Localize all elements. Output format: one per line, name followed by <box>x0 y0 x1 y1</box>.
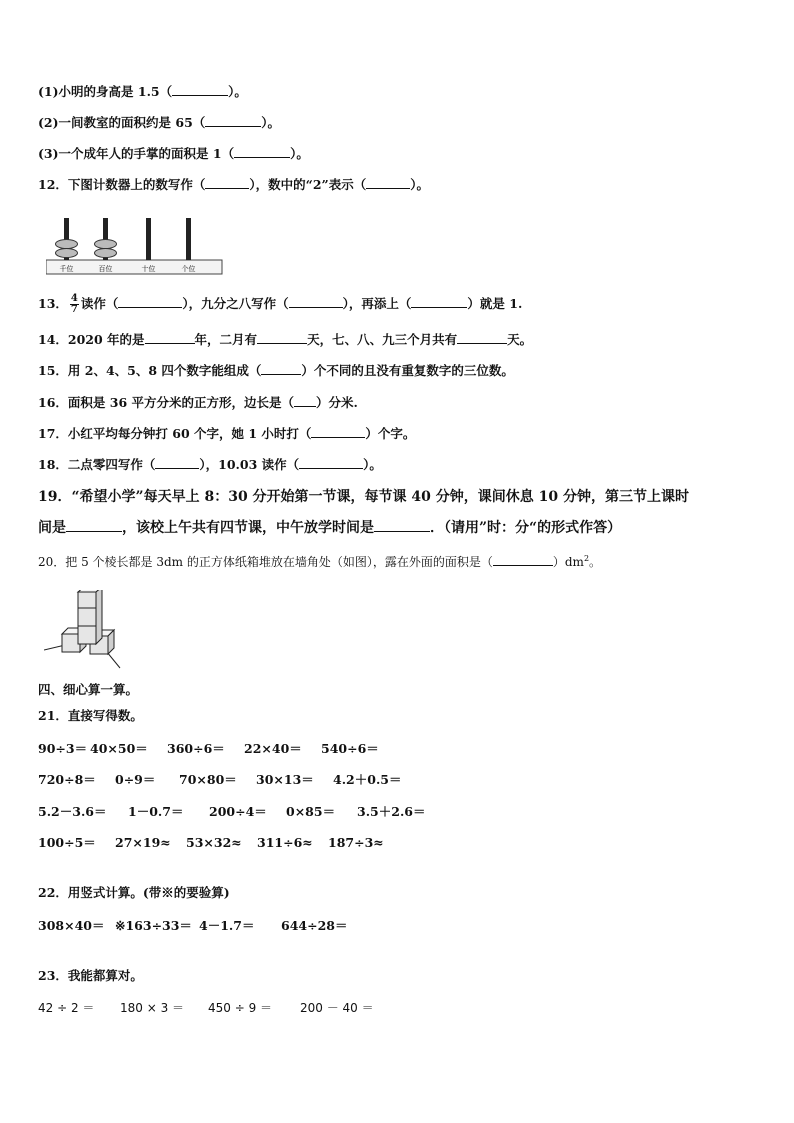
q14-text-a: 14．2020 年的是 <box>38 332 145 347</box>
question-23-title: 23．我能都算对。 <box>38 968 143 983</box>
q18-text-b: ），10.03 读作（ <box>199 457 300 472</box>
answer-blank[interactable] <box>374 519 430 532</box>
calc-item: 27×19≈ <box>115 835 171 850</box>
calc-item: 42 ÷ 2 ＝ <box>38 1001 95 1015</box>
abacus-bead <box>95 249 117 258</box>
q13-number: 13． <box>38 296 68 311</box>
fraction-denominator: 7 <box>70 304 78 315</box>
calc-item: 180 × 3 ＝ <box>120 1001 185 1015</box>
answer-blank[interactable] <box>411 295 467 308</box>
q13-text-c: ），再添上（ <box>342 296 412 311</box>
q11-item3-text: (3)一个成年人的手掌的面积是 1（ <box>38 146 235 161</box>
abacus-rod-ones <box>186 218 191 260</box>
calc-item: 200÷4＝ <box>209 804 267 819</box>
cube-face <box>78 608 96 626</box>
question-17 <box>38 425 415 443</box>
calc-item: 360÷6＝ <box>167 741 225 756</box>
stacked-cubes-figure <box>44 590 124 672</box>
answer-blank[interactable] <box>366 176 410 189</box>
q11-item3 <box>38 145 309 163</box>
question-14 <box>38 331 532 349</box>
q19-text-b: ，该校上午共有四节课，中午放学时间是 <box>122 520 374 536</box>
calc-item: 100÷5＝ <box>38 835 96 850</box>
vertical-calc-row <box>38 916 361 934</box>
calc-item: 720÷8＝ <box>38 772 96 787</box>
answer-blank[interactable] <box>234 145 290 158</box>
answer-blank[interactable] <box>493 553 553 566</box>
calc-item: 187÷3≈ <box>328 835 384 850</box>
q11-item1-text: (1)小明的身高是 1.5（ <box>38 84 173 99</box>
abacus-rod-tens <box>146 218 151 260</box>
q16-text-a: 16．面积是 36 平方分米的正方形，边长是（ <box>38 395 294 410</box>
answer-blank[interactable] <box>205 114 261 127</box>
answer-blank[interactable] <box>66 519 122 532</box>
q11-item1 <box>38 83 247 101</box>
calc-item: 4－1.7＝ <box>199 918 255 933</box>
answer-blank[interactable] <box>172 83 228 96</box>
cube-face <box>62 634 80 652</box>
answer-blank[interactable] <box>457 331 507 344</box>
fraction <box>70 294 79 315</box>
q13-text-a: 读作（ <box>80 296 119 311</box>
calc-row <box>38 739 411 757</box>
answer-blank[interactable] <box>294 394 316 407</box>
calc-item: 3.5＋2.6＝ <box>357 804 426 819</box>
cube-face <box>78 626 96 644</box>
answer-blank[interactable] <box>289 295 343 308</box>
q11-item1-end: ）。 <box>228 84 247 99</box>
q20-text-a: 20．把 5 个棱长都是 3dm 的正方体纸箱堆放在墙角处（如图），露在外面的面积是（ <box>38 555 493 569</box>
calc-item: 90÷3＝ <box>38 741 88 756</box>
q12-text-c: ）。 <box>410 177 429 192</box>
calc-item: 0÷9＝ <box>115 772 156 787</box>
fraction-numerator: 4 <box>70 293 78 304</box>
calc-item: 5.2－3.6＝ <box>38 804 107 819</box>
section-4-title: 四、细心算一算。 <box>38 682 139 697</box>
abacus-bead <box>95 240 117 249</box>
question-19-line1: 19．“希望小学”每天早上 8：30 分开始第一节课，每节课 40 分钟，课间休息 10 分钟，第三节上课时 <box>38 489 690 505</box>
calc-item: 40×50＝ <box>90 741 148 756</box>
q15-text-a: 15．用 2、4、5、8 四个数字能组成（ <box>38 363 262 378</box>
answer-blank[interactable] <box>145 331 195 344</box>
calc-item: 70×80＝ <box>179 772 237 787</box>
calc-row <box>38 802 447 820</box>
answer-blank[interactable] <box>261 362 301 375</box>
calc-item: 22×40＝ <box>244 741 302 756</box>
q11-item2-text: (2)一间教室的面积约是 65（ <box>38 115 206 130</box>
calc-item: 200 － 40 ＝ <box>300 1001 374 1015</box>
q11-item2-end: ）。 <box>261 115 281 130</box>
q15-text-b: ）个不同的且没有重复数字的三位数。 <box>301 363 514 378</box>
question-13 <box>38 294 522 315</box>
question-16 <box>38 394 358 412</box>
calc-item: 644÷28＝ <box>281 918 348 933</box>
q18-text-a: 18．二点零四写作（ <box>38 457 156 472</box>
question-12 <box>38 176 429 194</box>
q19-text-a: 间是 <box>38 520 66 536</box>
calc-item: 4.2＋0.5＝ <box>333 772 402 787</box>
q20-text-c: 。 <box>589 555 602 569</box>
calc-item: 311÷6≈ <box>257 835 313 850</box>
q18-text-c: ）。 <box>363 457 382 472</box>
q11-item2 <box>38 114 280 132</box>
abacus-label-ones: 个位 <box>181 265 196 273</box>
calc-item: 540÷6＝ <box>321 741 379 756</box>
calc-item: 30×13＝ <box>256 772 314 787</box>
calc-row <box>38 833 398 851</box>
question-20 <box>38 550 601 571</box>
q12-text-b: ），数中的“2”表示（ <box>249 177 367 192</box>
question-21-title: 21．直接写得数。 <box>38 708 143 723</box>
q20-text-b: ）dm <box>552 555 584 569</box>
answer-blank[interactable] <box>311 425 365 438</box>
question-18 <box>38 456 382 474</box>
q13-text-b: ），九分之八写作（ <box>182 296 289 311</box>
q13-text-d: ）就是 1. <box>467 296 523 311</box>
calc-item: 450 ÷ 9 ＝ <box>208 1001 273 1015</box>
q17-text-a: 17．小红平均每分钟打 60 个字，她 1 小时打（ <box>38 426 312 441</box>
q16-text-b: ）分米. <box>316 395 358 410</box>
question-22-title: 22．用竖式计算。(带※的要验算) <box>38 885 230 900</box>
calc-row <box>38 999 380 1016</box>
q20-superscript: 2 <box>583 554 590 563</box>
answer-blank[interactable] <box>155 456 199 469</box>
q12-text-a: 12．下图计数器上的数写作（ <box>38 177 206 192</box>
answer-blank[interactable] <box>205 176 249 189</box>
calc-item: 0×85＝ <box>286 804 336 819</box>
q17-text-b: ）个字。 <box>365 426 416 441</box>
answer-blank[interactable] <box>257 331 307 344</box>
abacus-label-thousands: 千位 <box>59 265 74 273</box>
cube-face <box>96 590 102 644</box>
abacus-bead <box>56 249 78 258</box>
calc-item: ※163÷33＝ <box>115 918 192 933</box>
abacus-figure <box>46 214 226 278</box>
abacus-label-hundreds: 百位 <box>98 265 113 273</box>
abacus-bead <box>56 240 78 249</box>
calc-item: 53×32≈ <box>186 835 242 850</box>
q14-text-d: 天。 <box>507 332 533 347</box>
question-19-line2 <box>38 518 621 538</box>
q14-text-c: 天，七、八、九三个月共有 <box>307 332 458 347</box>
q14-text-b: 年，二月有 <box>194 332 258 347</box>
calc-item: 308×40＝ <box>38 918 105 933</box>
cube-face <box>78 592 96 608</box>
calc-item: 1－0.7＝ <box>128 804 184 819</box>
abacus-label-tens: 十位 <box>141 265 156 273</box>
q19-text-c: ．（请用”时：分“的形式作答） <box>430 520 622 536</box>
q11-item3-end: ）。 <box>290 146 309 161</box>
answer-blank[interactable] <box>299 456 363 469</box>
answer-blank[interactable] <box>118 295 182 308</box>
calc-row <box>38 770 423 788</box>
question-15 <box>38 362 514 380</box>
